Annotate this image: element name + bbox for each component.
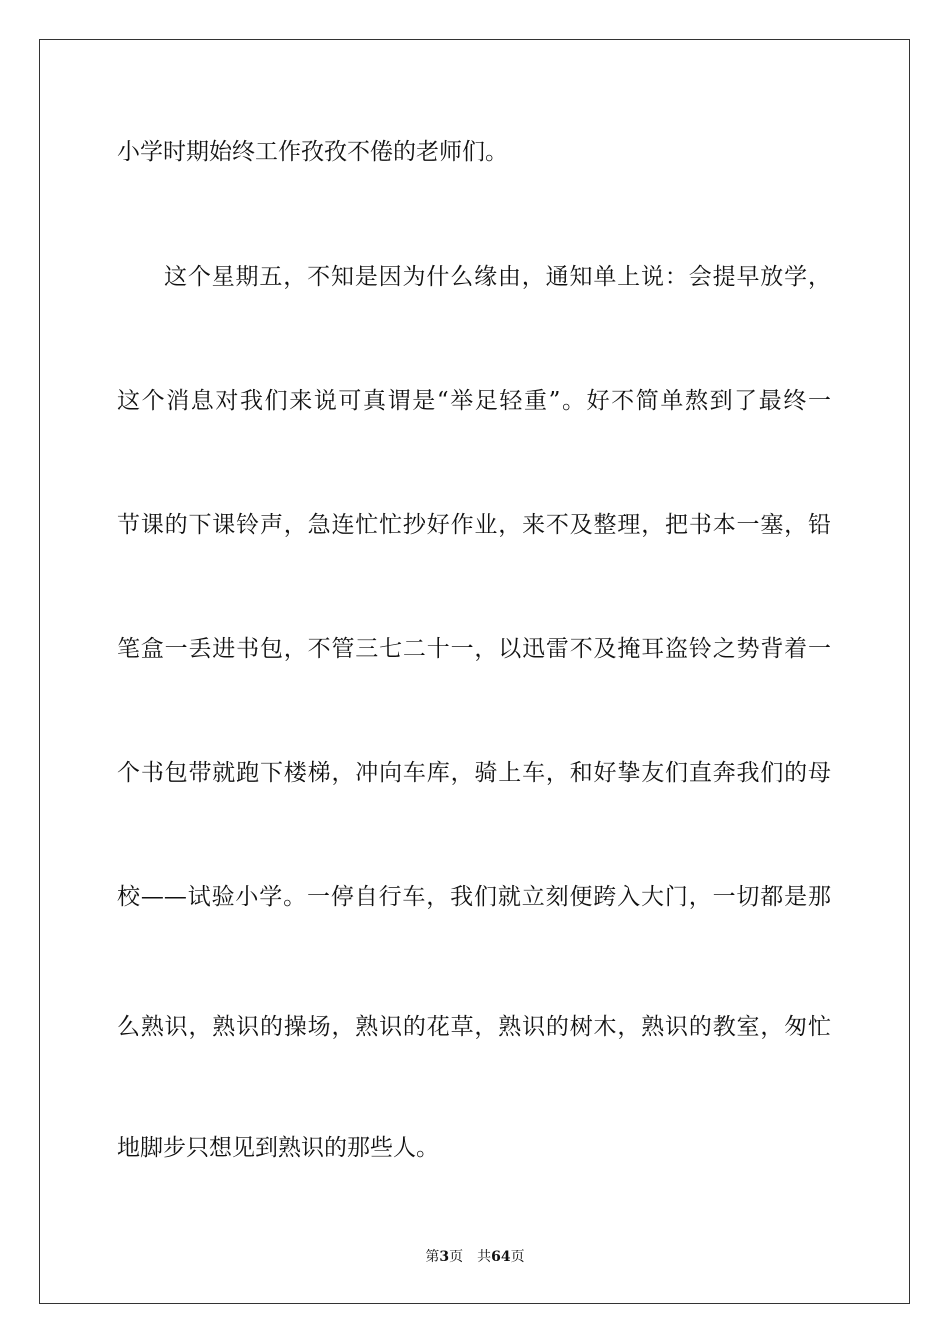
page-border [39, 39, 910, 1304]
text-line-6: 个书包带就跑下楼梯，冲向车库，骑上车，和好挚友们直奔我们的母 [117, 760, 831, 786]
text-line-1: 小学时期始终工作孜孜不倦的老师们。 [117, 139, 508, 165]
text-line-7: 校——试验小学。一停自行车，我们就立刻便跨入大门，一切都是那 [117, 884, 831, 910]
text-line-5: 笔盒一丢进书包，不管三七二十一，以迅雷不及掩耳盗铃之势背着一 [117, 636, 831, 662]
text-line-3: 这个消息对我们来说可真谓是“举足轻重”。好不简单熬到了最终一 [117, 388, 831, 414]
text-line-4: 节课的下课铃声，急连忙忙抄好作业，来不及整理，把书本一塞，铅 [117, 512, 831, 538]
total-suffix: 页 [510, 1249, 525, 1265]
total-prefix: 共 [477, 1249, 492, 1265]
page-prefix: 第 [425, 1249, 440, 1265]
page-total: 64 [491, 1249, 511, 1265]
text-line-2-paragraph-start: 这个星期五，不知是因为什么缘由，通知单上说：会提早放学， [164, 264, 831, 290]
page-footer [0, 1248, 950, 1266]
page-suffix: 页 [449, 1249, 464, 1265]
text-line-9: 地脚步只想见到熟识的那些人。 [117, 1135, 439, 1161]
text-line-8: 么熟识，熟识的操场，熟识的花草，熟识的树木，熟识的教室，匆忙 [117, 1014, 831, 1040]
page-current: 3 [439, 1249, 450, 1265]
